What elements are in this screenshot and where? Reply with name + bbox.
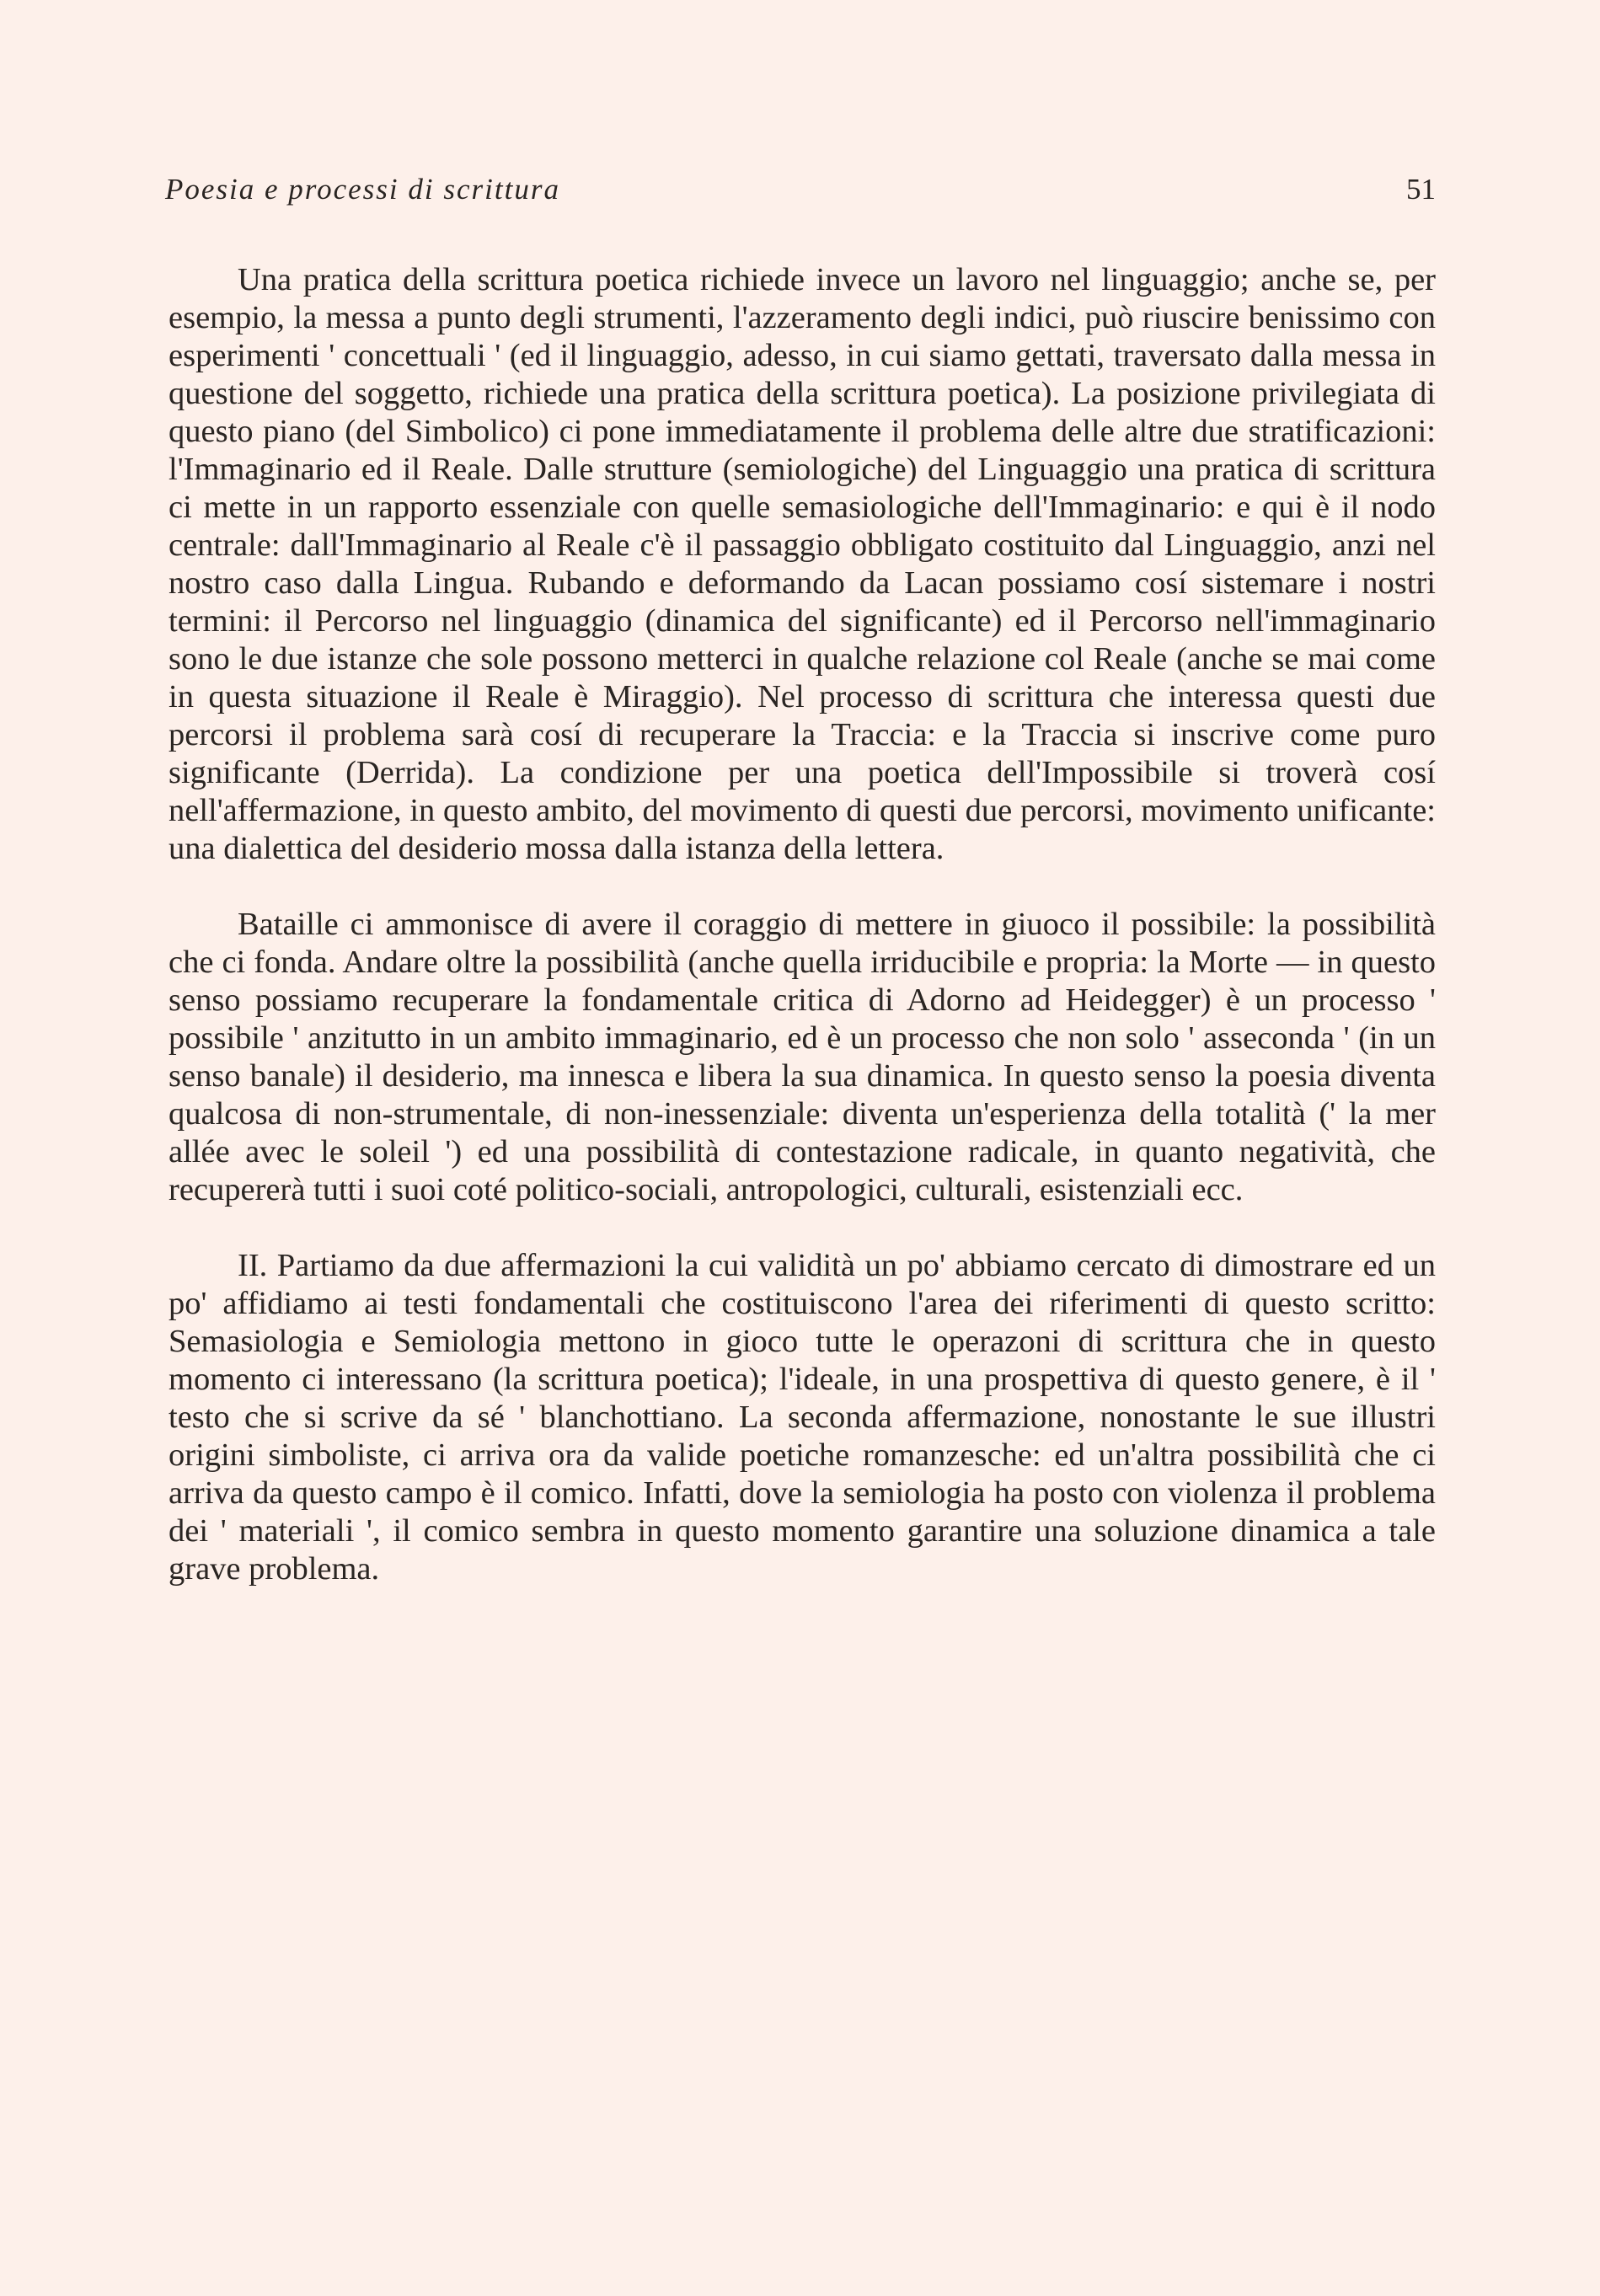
running-title: Poesia e processi di scrittura (165, 173, 560, 206)
paragraph-bataille: Bataille ci ammonisce di avere il coraggio di mettere in giuoco il possibile: la possibilità che ci fonda. Andare oltre la possibilità (anche quella irriducibile e propria: la Morte — in questo senso possiamo recuperare la fondamentale critica di Adorno ad Heidegger) è un processo ' possibile ' anzitutto in un ambito immaginario, ed è un processo che non solo ' asseconda ' (in un senso banale) il desiderio, ma innesca e libera la sua dinamica. In questo senso la poesia diventa qualcosa di non-strumentale, di non-inessenziale: diventa un'esperienza della totalità (' la mer allée avec le soleil ') ed una possibilità di contestazione radicale, in quanto negatività, che recupererà tutti i suoi coté politico-sociali, antropologici, culturali, esistenziali ecc. (169, 907, 1436, 1207)
paragraph-section-two: II. Partiamo da due affermazioni la cui validità un po' abbiamo cercato di dimostrare ed un po' affidiamo ai testi fondamentali che costituiscono l'area dei riferimenti di questo scritto: Semasiologia e Semiologia mettono in gioco tutte le operazoni di scrittura che in questo momento ci interessano (la scrittura poetica); l'ideale, in una prospettiva di questo genere, è il ' testo che si scrive da sé ' blanchottiano. La seconda affermazione, nonostante le sue illustri origini simboliste, ci arriva ora da valide poetiche romanzesche: ed un'altra possibilità che ci arriva da questo campo è il comico. Infatti, dove la semiologia ha posto con violenza il problema dei ' materiali ', il comico sembra in questo momento garantire una soluzione dinamica a tale grave problema. (169, 1248, 1436, 1587)
paragraph-symbolic: Una pratica della scrittura poetica richiede invece un lavoro nel linguaggio; anche se, per esempio, la messa a punto degli strumenti, l'azzeramento degli indici, può riuscire benissimo con esperimenti ' concettuali ' (ed il linguaggio, adesso, in cui siamo gettati, traversato dalla messa in questione del soggetto, richiede una pratica della scrittura poetica). La posizione privilegiata di questo piano (del Simbolico) ci pone immediatamente il problema delle altre due stratificazioni: l'Immaginario ed il Reale. Dalle strutture (semiologiche) del Linguaggio una pratica di scrittura ci mette in un rapporto essenziale con quelle semasiologiche dell'Immaginario: e qui è il nodo centrale: dall'Immaginario al Reale c'è il passaggio obbligato costituito dal Linguaggio, anzi nel nostro caso dalla Lingua. Rubando e deformando da Lacan possiamo cosí sistemare i nostri termini: il Percorso nel linguaggio (dinamica del significante) ed il Percorso nell'immaginario sono le due istanze che sole possono metterci in qualche relazione col Reale (anche se mai come in questa situazione il Reale è Miraggio). Nel processo di scrittura che interessa questi due percorsi il problema sarà cosí di recuperare la Traccia: e la Traccia si inscrive come puro significante (Derrida). La condizione per una poetica dell'Impossibile si troverà cosí nell'affermazione, in questo ambito, del movimento di questi due percorsi, movimento unificante: una dialettica del desiderio mossa dalla istanza della lettera. (169, 262, 1436, 866)
page-header (165, 169, 1436, 211)
page-number: 51 (1406, 173, 1436, 206)
body-text (169, 261, 1436, 1588)
